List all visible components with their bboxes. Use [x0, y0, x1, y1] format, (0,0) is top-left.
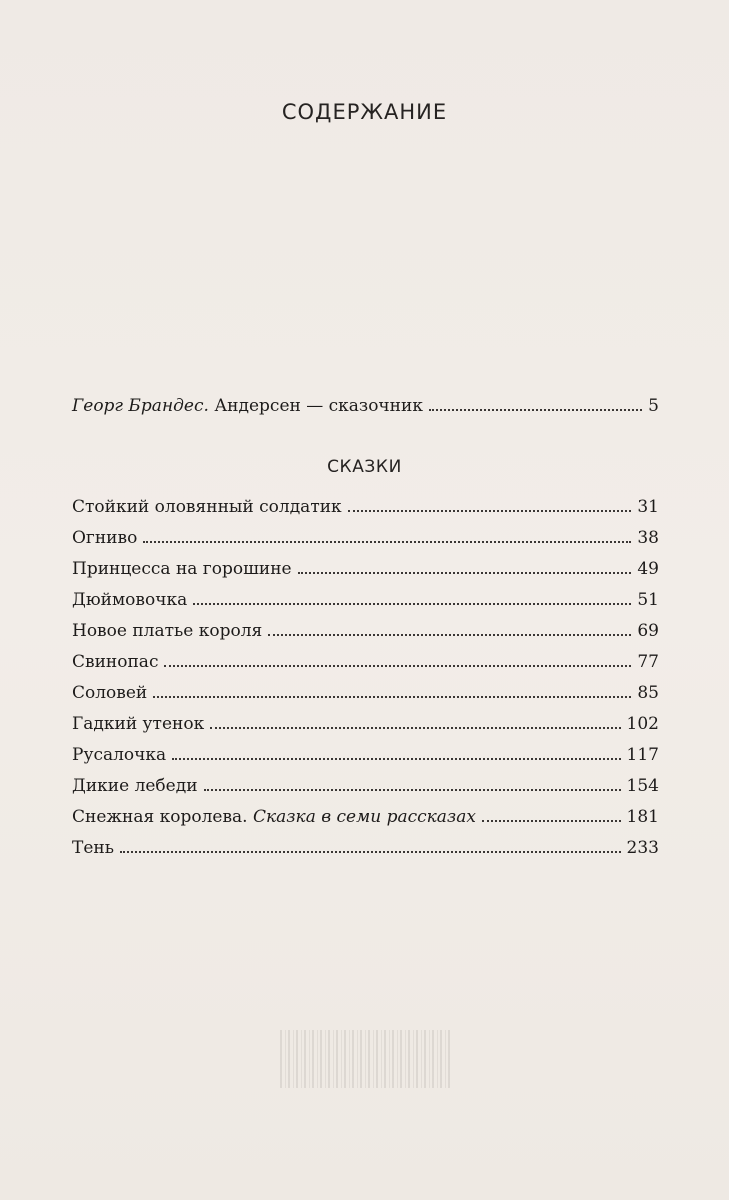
- toc-entry-title: Гадкий утенок: [72, 714, 205, 734]
- toc-page-number: 233: [626, 838, 659, 858]
- bleed-through-barcode: [280, 1030, 450, 1088]
- toc-entry-label: [72, 804, 476, 830]
- dot-leader: [268, 634, 631, 636]
- toc-page-number: 102: [626, 714, 659, 734]
- toc-entry: [72, 618, 659, 644]
- toc-entry-title: Тень: [72, 838, 114, 858]
- toc-entry-title: Соловей: [72, 683, 148, 703]
- dot-leader: [204, 789, 621, 791]
- toc-entry-title: Новое платье короля: [72, 621, 263, 641]
- toc-entry-title: Принцесса на горошине: [72, 559, 292, 579]
- toc-entry-author: Георг Брандес.: [72, 396, 209, 416]
- toc-page-number: 5: [648, 396, 659, 416]
- dot-leader: [153, 696, 631, 698]
- dot-leader: [120, 851, 621, 853]
- toc-page-number: 49: [637, 559, 659, 579]
- toc-page-number: 38: [637, 528, 659, 548]
- toc-entry-title: Русалочка: [72, 745, 167, 765]
- toc-page-number: 31: [637, 497, 659, 517]
- toc-entry: [72, 804, 659, 830]
- toc-entry: [72, 587, 659, 613]
- toc-entry-subtitle: Сказка в семи рассказах: [252, 807, 476, 827]
- dot-leader: [298, 572, 632, 574]
- section-title: СКАЗКИ: [327, 457, 402, 477]
- toc-page-number: 69: [637, 621, 659, 641]
- toc-entry-title: Андерсен — сказочник: [214, 396, 423, 416]
- toc-entry: [72, 711, 659, 737]
- page-title: СОДЕРЖАНИЕ: [281, 100, 448, 124]
- dot-leader: [172, 758, 620, 760]
- toc-entry-title: Дикие лебеди: [72, 776, 198, 796]
- toc-entry-title: Дюймовочка: [72, 590, 188, 610]
- toc-entry: [72, 680, 659, 706]
- dot-leader: [143, 541, 631, 543]
- toc-entry: [72, 525, 659, 551]
- dot-leader: [429, 409, 642, 411]
- toc-entry: [72, 835, 659, 861]
- toc-entry-title: Снежная королева.: [72, 807, 253, 827]
- toc-entry-title: Стойкий оловянный солдатик: [72, 497, 342, 517]
- dot-leader: [164, 665, 631, 667]
- toc-page-number: 154: [626, 776, 659, 796]
- toc-entry-intro: [72, 393, 659, 419]
- toc-entry: [72, 742, 659, 768]
- toc-page-number: 77: [637, 652, 659, 672]
- toc-entry-title: Огниво: [72, 528, 138, 548]
- toc-page-number: 85: [637, 683, 659, 703]
- toc-page-number: 181: [626, 807, 659, 827]
- toc-page-number: 51: [637, 590, 659, 610]
- dot-leader: [193, 603, 631, 605]
- toc-entry-title: Свинопас: [72, 652, 159, 672]
- toc-page-number: 117: [626, 745, 659, 765]
- toc-entry: [72, 494, 659, 520]
- dot-leader: [348, 510, 632, 512]
- dot-leader: [210, 727, 620, 729]
- dot-leader: [482, 820, 621, 822]
- toc-entry: [72, 649, 659, 675]
- toc-entry-label: [72, 393, 423, 419]
- toc-entry: [72, 773, 659, 799]
- toc-entry: [72, 556, 659, 582]
